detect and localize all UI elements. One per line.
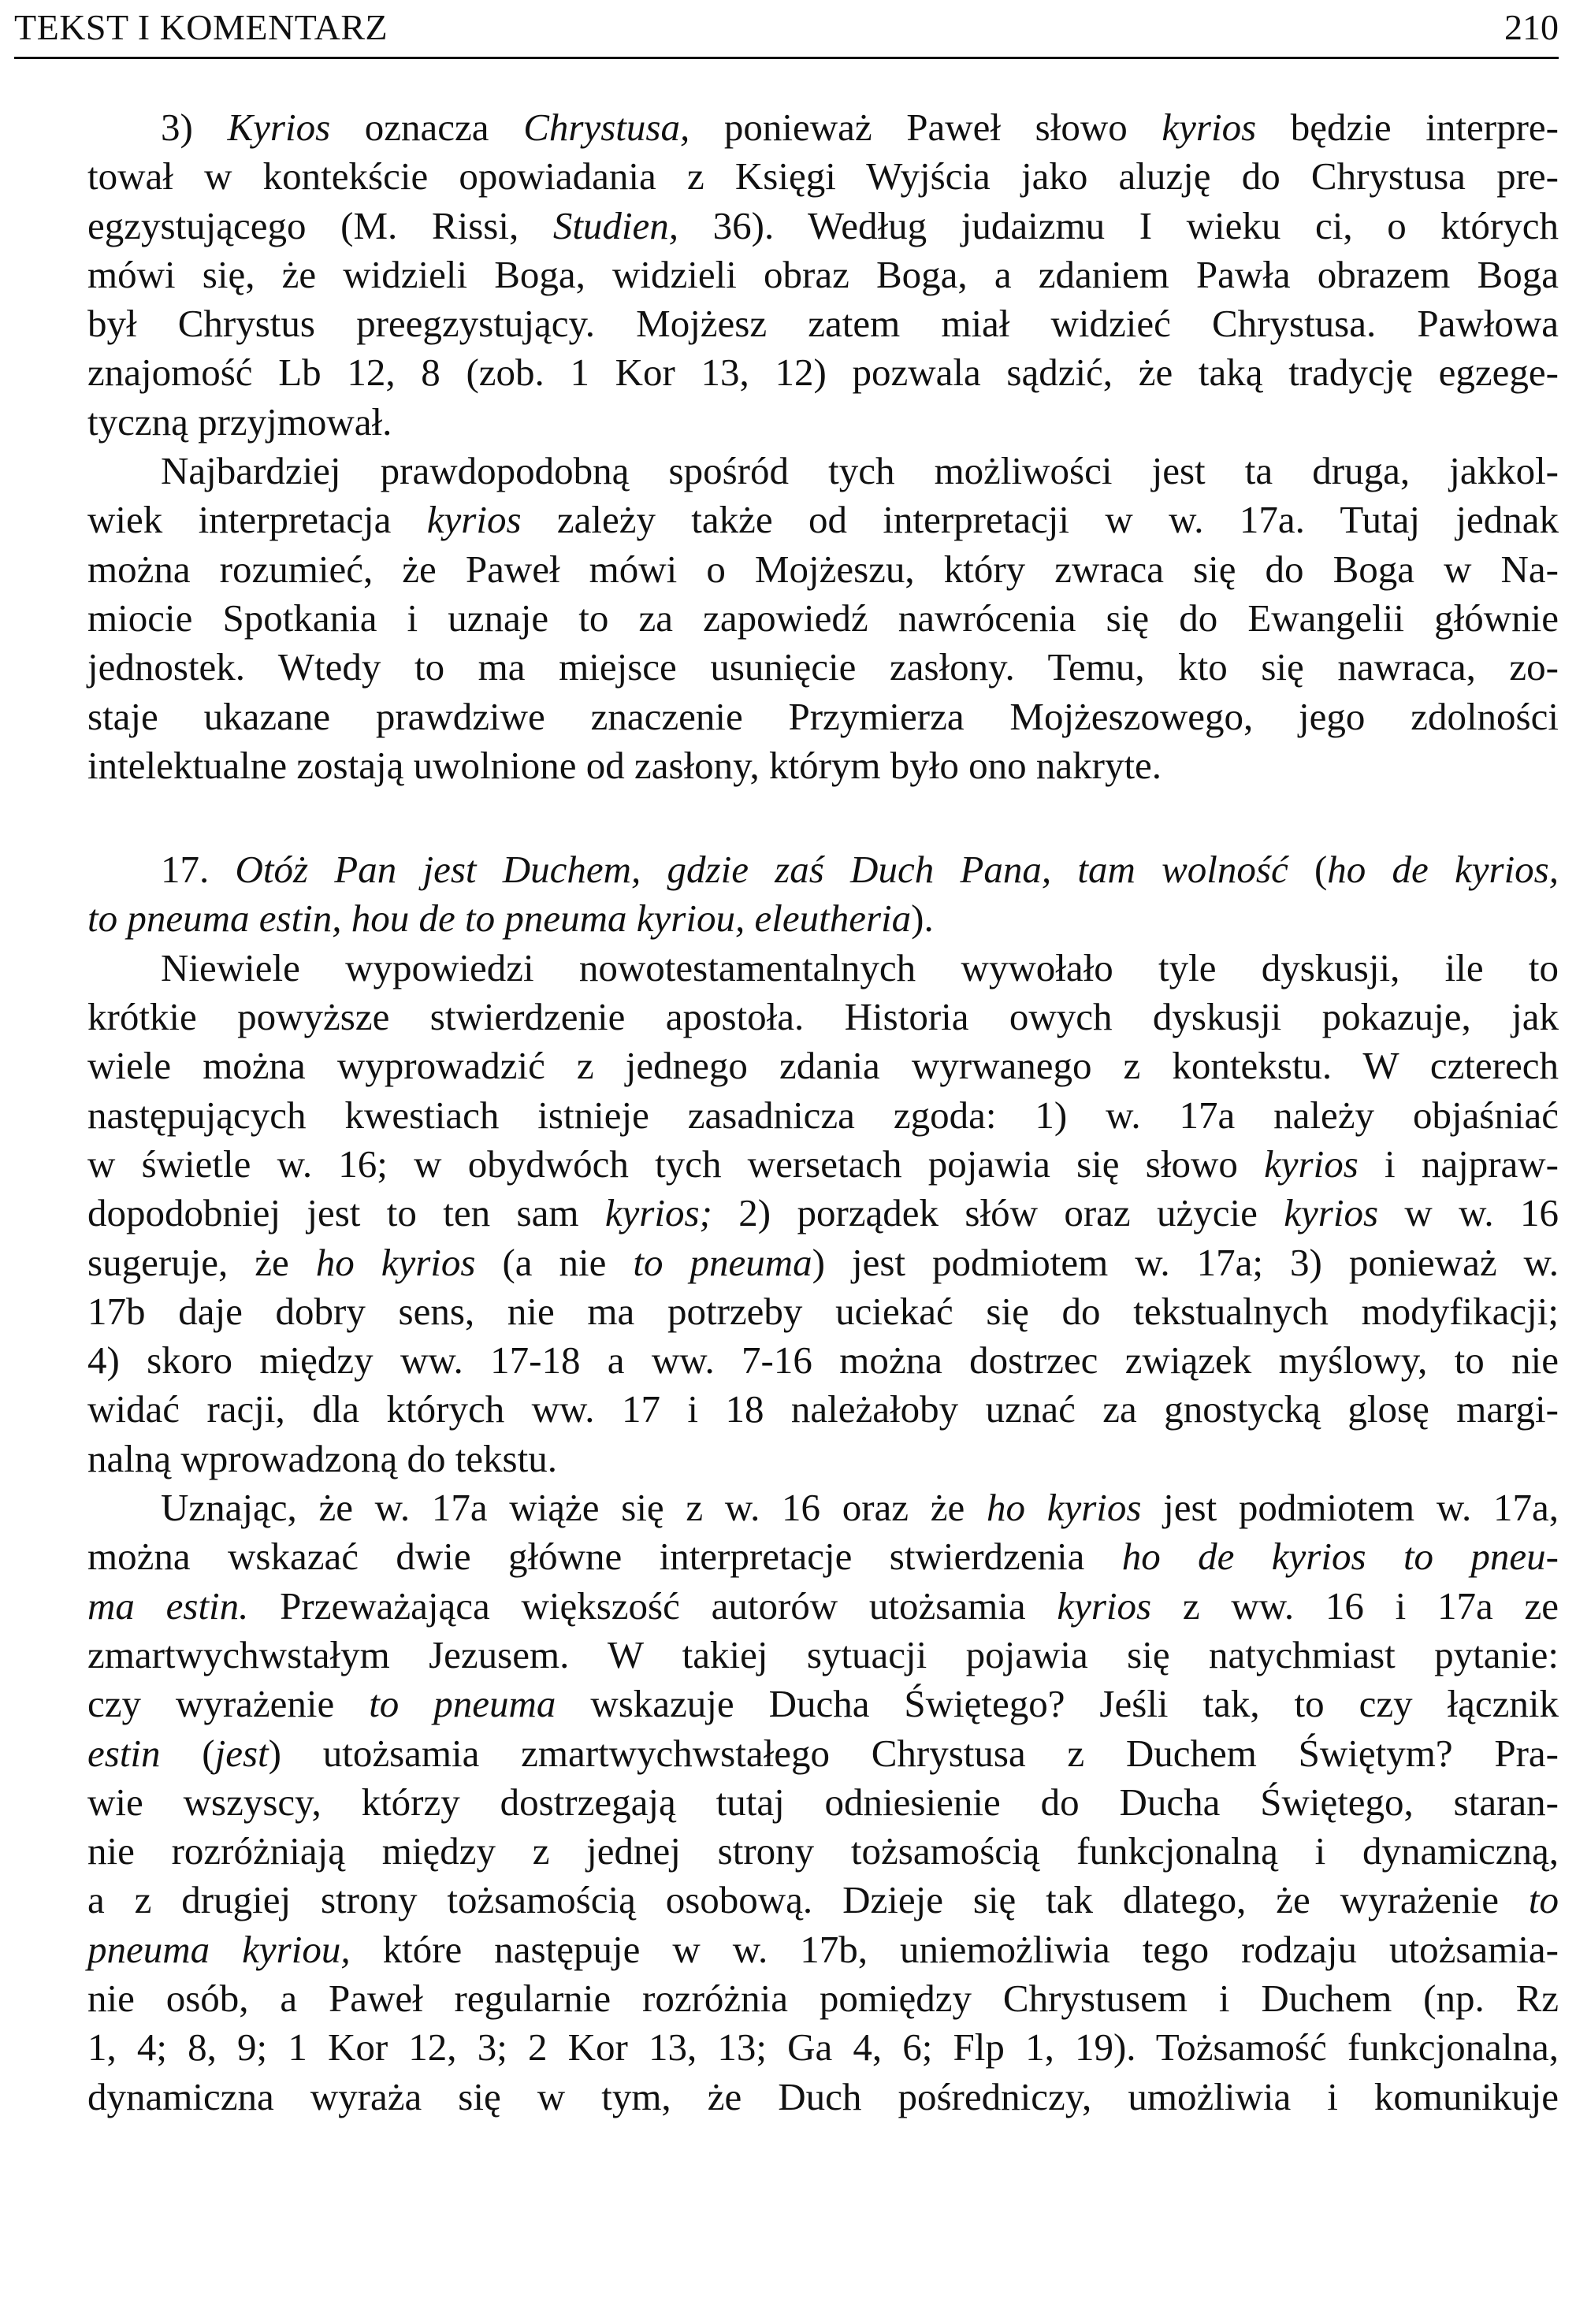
- text-line: [14, 1778, 1559, 1827]
- text-run: sugeruje, że: [87, 1240, 316, 1284]
- text-line: [14, 1974, 1559, 2023]
- text-line: [14, 1631, 1559, 1680]
- text-run: 4) skoro między ww. 17-18 a ww. 7-16 można dostrzec związek myślowy, to nie: [87, 1338, 1559, 1383]
- text-line: [14, 398, 1559, 447]
- text-run: staje ukazane prawdziwe znaczenie Przymierza Mojżeszowego, jego zdolności: [87, 694, 1559, 738]
- text-line: [14, 447, 1559, 496]
- text-run: dopodobniej jest to ten sam: [87, 1191, 605, 1235]
- text-run: wiek interpretacja: [87, 498, 427, 542]
- italic-run: to pneuma: [633, 1240, 812, 1284]
- text-line: [14, 2023, 1559, 2072]
- text-line: [14, 594, 1559, 643]
- italic-run: Otóż Pan jest Duchem, gdzie zaś Duch Pana, tam wolność: [235, 848, 1288, 892]
- text-line: [14, 1140, 1559, 1189]
- text-run: nie rozróżniają między z jednej strony tożsamością funkcjonalną i dynamiczną,: [87, 1829, 1559, 1873]
- italic-run: Studien,: [552, 203, 679, 247]
- italic-run: ho de kyrios,: [1327, 848, 1559, 892]
- italic-run: to pneuma estin, hou de to pneuma kyriou, eleutheria: [87, 897, 912, 941]
- text-line: [14, 299, 1559, 348]
- text-run: ) utożsamia zmartwychwstałego Chrystusa z Duchem Świętym? Pra-: [268, 1731, 1559, 1775]
- text-run: 17.: [161, 848, 236, 892]
- body-text: [14, 103, 1559, 2122]
- text-run: wiele można wyprowadzić z jednego zdania wyrwanego z kontekstu. W czterech: [87, 1044, 1559, 1088]
- text-run: był Chrystus preegzystujący. Mojżesz zatem miał widzieć Chrystusa. Pawłowa: [87, 302, 1559, 346]
- text-run: które następuje w w. 17b, uniemożliwia tego rodzaju utożsamia-: [350, 1927, 1559, 1971]
- text-run: w świetle w. 16; w obydwóch tych wersetach pojawia się słowo: [87, 1142, 1265, 1186]
- text-line: [14, 1582, 1559, 1631]
- text-run: nalną wprowadzoną do tekstu.: [87, 1436, 557, 1480]
- text-run: 2) porządek słów oraz użycie: [712, 1191, 1284, 1235]
- text-run: (a nie: [475, 1240, 634, 1284]
- text-line: [14, 1287, 1559, 1336]
- italic-run: ho kyrios: [315, 1240, 476, 1284]
- text-run: z ww. 16 i 17a ze: [1151, 1583, 1559, 1628]
- italic-run: Chrystusa,: [523, 106, 690, 149]
- text-line: [14, 2073, 1559, 2122]
- text-run: krótkie powyższe stwierdzenie apostoła. Historia owych dyskusji pokazuje, jak: [87, 995, 1559, 1039]
- text-run: następujących kwestiach istnieje zasadnicza zgoda: 1) w. 17a należy objaśniać: [87, 1093, 1559, 1137]
- text-line: [14, 692, 1559, 741]
- running-head: [14, 0, 1559, 59]
- italic-run: kyrios;: [604, 1191, 712, 1235]
- text-line: [14, 1483, 1559, 1532]
- text-run: czy wyrażenie: [87, 1682, 370, 1726]
- italic-run: estin: [87, 1731, 161, 1775]
- text-run: 1, 4; 8, 9; 1 Kor 12, 3; 2 Kor 13, 13; Ga 4, 6; Flp 1, 19). Tożsamość funkcjonalna,: [87, 2025, 1559, 2070]
- italic-run: jest: [214, 1731, 269, 1775]
- text-line: [14, 1532, 1559, 1581]
- text-run: znajomość Lb 12, 8 (zob. 1 Kor 13, 12) pozwala sądzić, że taką tradycję egzege-: [87, 351, 1559, 395]
- text-line: [14, 1385, 1559, 1434]
- italic-run: pneuma kyriou,: [87, 1927, 351, 1971]
- text-run: będzie interpre-: [1256, 106, 1559, 149]
- text-line: [14, 1041, 1559, 1090]
- text-line: [14, 1189, 1559, 1238]
- text-run: widać racji, dla których ww. 17 i 18 należałoby uznać za gnostycką glosę margi-: [87, 1387, 1559, 1431]
- text-line: [14, 1238, 1559, 1287]
- text-line: [14, 348, 1559, 397]
- text-run: można wskazać dwie główne interpretacje stwierdzenia: [87, 1535, 1122, 1579]
- text-run: tyczną przyjmował.: [87, 399, 392, 444]
- text-line: [14, 643, 1559, 692]
- text-line: [14, 944, 1559, 993]
- italic-run: to: [1528, 1878, 1559, 1922]
- text-run: tował w kontekście opowiadania z Księgi Wyjścia jako aluzję do Chrystusa pre-: [87, 154, 1559, 199]
- italic-run: Kyrios: [227, 106, 331, 149]
- text-run: w w. 16: [1378, 1191, 1559, 1235]
- text-line: [14, 1435, 1559, 1483]
- text-line: [14, 1680, 1559, 1728]
- text-line: [14, 1336, 1559, 1385]
- text-run: 3): [161, 106, 228, 149]
- text-line: [14, 251, 1559, 299]
- text-run: nie osób, a Paweł regularnie rozróżnia pomiędzy Chrystusem i Duchem (np. Rz: [87, 1976, 1559, 2020]
- text-line: [14, 545, 1559, 594]
- text-line: [14, 1876, 1559, 1925]
- text-line: [14, 1091, 1559, 1140]
- section-gap: [14, 790, 1559, 845]
- italic-run: kyrios: [1057, 1583, 1152, 1628]
- italic-run: kyrios: [1162, 106, 1257, 149]
- text-run: zmartwychwstałym Jezusem. W takiej sytuacji pojawia się natychmiast pytanie:: [87, 1632, 1559, 1676]
- italic-run: ma estin.: [87, 1583, 249, 1628]
- paragraph: [14, 1483, 1559, 2122]
- text-run: a z drugiej strony tożsamością osobową. Dzieje się tak dlatego, że wyrażenie: [87, 1878, 1529, 1922]
- text-run: egzystującego (M. Rissi,: [87, 203, 553, 247]
- text-line: [14, 496, 1559, 544]
- text-run: (: [1288, 848, 1328, 892]
- text-run: 17b daje dobry sens, nie ma potrzeby uciekać się do tekstualnych modyfikacji;: [87, 1289, 1559, 1333]
- italic-run: kyrios: [1284, 1191, 1379, 1235]
- text-run: mówi się, że widzieli Boga, widzieli obraz Boga, a zdaniem Pawła obrazem Boga: [87, 252, 1559, 296]
- text-line: [14, 741, 1559, 790]
- text-run: zależy także od interpretacji w w. 17a. Tutaj jednak: [521, 498, 1559, 542]
- text-line: [14, 202, 1559, 251]
- text-run: (: [160, 1731, 215, 1775]
- text-run: ) jest podmiotem w. 17a; 3) ponieważ w.: [812, 1240, 1559, 1284]
- text-line: [14, 894, 1559, 943]
- text-line: [14, 103, 1559, 152]
- text-run: miocie Spotkania i uznaje to za zapowiedź nawrócenia się do Ewangelii głównie: [87, 596, 1559, 640]
- italic-run: to pneuma: [369, 1682, 556, 1726]
- text-line: [14, 1925, 1559, 1974]
- text-run: Niewiele wypowiedzi nowotestamentalnych wywołało tyle dyskusji, ile to: [161, 945, 1559, 989]
- italic-run: ho de kyrios to pneu-: [1121, 1535, 1559, 1579]
- paragraph: [14, 447, 1559, 790]
- paragraph: [14, 845, 1559, 944]
- text-line: [14, 993, 1559, 1041]
- text-line: [14, 152, 1559, 201]
- text-run: Uznając, że w. 17a wiąże się z w. 16 oraz że: [161, 1486, 987, 1530]
- text-run: można rozumieć, że Paweł mówi o Mojżeszu, który zwraca się do Boga w Na-: [87, 547, 1559, 591]
- italic-run: ho kyrios: [986, 1486, 1142, 1530]
- book-page: [14, 0, 1559, 2122]
- text-run: oznacza: [330, 106, 524, 149]
- text-run: intelektualne zostają uwolnione od zasłony, którym było ono nakryte.: [87, 743, 1162, 787]
- text-line: [14, 845, 1559, 894]
- text-line: [14, 1729, 1559, 1778]
- text-run: dynamiczna wyraża się w tym, że Duch pośredniczy, umożliwia i komunikuje: [87, 2074, 1559, 2118]
- text-run: wie wszyscy, którzy dostrzegają tutaj odniesienie do Ducha Świętego, staran-: [87, 1780, 1559, 1824]
- text-run: Najbardziej prawdopodobną spośród tych możliwości jest ta druga, jakkol-: [161, 449, 1559, 493]
- running-title: TEKST I KOMENTARZ: [14, 7, 388, 47]
- text-run: wskazuje Ducha Świętego? Jeśli tak, to czy łącznik: [556, 1682, 1559, 1726]
- paragraph: [14, 944, 1559, 1483]
- text-line: [14, 1827, 1559, 1876]
- italic-run: kyrios: [1264, 1142, 1359, 1186]
- text-run: 36). Według judaizmu I wieku ci, o których: [678, 203, 1559, 247]
- text-run: jednostek. Wtedy to ma miejsce usunięcie zasłony. Temu, kto się nawraca, zo-: [87, 645, 1559, 689]
- text-run: jest podmiotem w. 17a,: [1141, 1486, 1559, 1530]
- text-run: ponieważ Paweł słowo: [690, 106, 1162, 149]
- page-number: 210: [1504, 7, 1559, 47]
- paragraph: [14, 103, 1559, 447]
- text-run: i najpraw-: [1358, 1142, 1559, 1186]
- italic-run: kyrios: [426, 498, 522, 542]
- text-run: Przeważająca większość autorów utożsamia: [248, 1583, 1057, 1628]
- text-run: ).: [911, 897, 934, 941]
